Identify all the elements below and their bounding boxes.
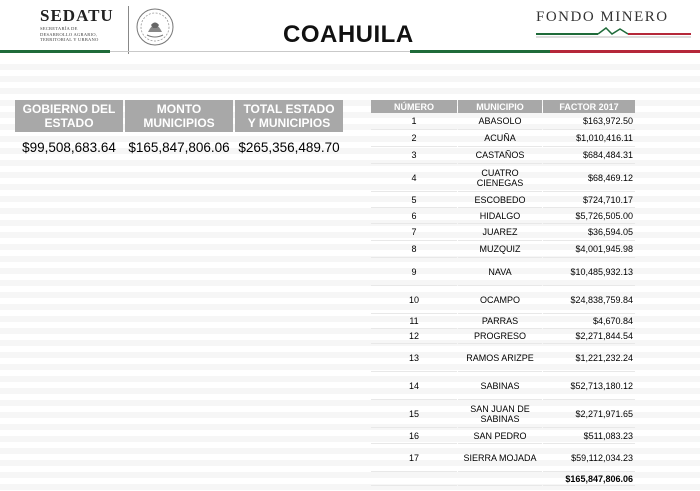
row-numero: 6 [371,208,457,224]
row-municipio: SAN PEDRO [458,428,542,444]
summary-header-total: TOTAL ESTADO Y MUNICIPIOS [235,100,343,132]
row-factor: $24,838,759.84 [543,286,635,314]
row-numero: 12 [371,329,457,344]
row-numero: 17 [371,444,457,472]
page-title: COAHUILA [283,21,414,48]
row-municipio: NAVA [458,258,542,286]
table-row [371,372,635,400]
summary-header-row [15,100,343,132]
row-municipio: SAN JUAN DE SABINAS [458,400,542,428]
summary-value-row [15,132,343,159]
header-stripes [0,48,700,56]
detail-header-numero: NÚMERO [371,100,457,113]
fondo-minero-logo [536,9,691,40]
stripe-green-right [410,50,550,53]
table-row [371,113,635,130]
detail-header-row [371,100,635,113]
row-factor: $68,469.12 [543,164,635,192]
row-factor: $724,710.17 [543,192,635,208]
table-row [371,192,635,208]
summary-value-gobierno: $99,508,683.64 [22,140,116,155]
row-factor: $36,594.05 [543,224,635,241]
row-factor: $52,713,180.12 [543,372,635,400]
row-factor: $2,271,844.54 [543,329,635,344]
row-municipio: SIERRA MOJADA [458,444,542,472]
row-numero: 4 [371,164,457,192]
row-factor: $4,001,945.98 [543,241,635,258]
row-numero: 7 [371,224,457,241]
row-municipio: CASTAÑOS [458,147,542,164]
row-municipio: RAMOS ARIZPE [458,344,542,372]
row-numero: 10 [371,286,457,314]
total-empty-cell [371,472,457,486]
row-factor: $1,221,232.24 [543,344,635,372]
row-numero: 2 [371,130,457,147]
row-numero: 3 [371,147,457,164]
summary-header-monto: MONTO MUNICIPIOS [125,100,233,132]
sedatu-logo-subtitle-2: DESARROLLO AGRARIO, [40,31,98,37]
municipios-table [370,100,636,486]
table-row [371,444,635,472]
table-row [371,147,635,164]
row-numero: 15 [371,400,457,428]
row-municipio: PARRAS [458,314,542,329]
row-municipio: ACUÑA [458,130,542,147]
total-empty-cell-2 [458,472,542,486]
table-row [371,224,635,241]
row-factor: $684,484.31 [543,147,635,164]
table-row [371,344,635,372]
total-factor: $165,847,806.06 [543,472,635,486]
fondo-minero-title: FONDO MINERO [536,9,669,25]
mexico-coat-of-arms-icon [128,6,176,54]
table-row [371,314,635,329]
row-municipio: PROGRESO [458,329,542,344]
table-row [371,164,635,192]
row-municipio: MUZQUIZ [458,241,542,258]
row-municipio: ESCOBEDO [458,192,542,208]
row-numero: 1 [371,113,457,130]
detail-header-municipio: MUNICIPIO [458,100,542,113]
row-numero: 9 [371,258,457,286]
row-factor: $4,670.84 [543,314,635,329]
stripe-red-right [550,50,700,53]
sedatu-logo-subtitle-3: TERRITORIAL Y URBANO [40,37,99,42]
stripe-gray-left [110,51,410,52]
summary-header-gobierno: GOBIERNO DEL ESTADO [15,100,123,132]
row-numero: 11 [371,314,457,329]
summary-value-total: $265,356,489.70 [238,140,340,155]
table-row [371,241,635,258]
row-factor: $59,112,034.23 [543,444,635,472]
row-numero: 16 [371,428,457,444]
row-factor: $2,271,971.65 [543,400,635,428]
row-numero: 5 [371,192,457,208]
row-numero: 13 [371,344,457,372]
row-factor: $5,726,505.00 [543,208,635,224]
row-municipio: HIDALGO [458,208,542,224]
row-municipio: JUAREZ [458,224,542,241]
detail-header-factor: FACTOR 2017 [543,100,635,113]
table-row [371,130,635,147]
row-municipio: OCAMPO [458,286,542,314]
table-row [371,428,635,444]
table-row [371,208,635,224]
table-row [371,258,635,286]
row-numero: 8 [371,241,457,258]
row-factor: $1,010,416.11 [543,130,635,147]
fondo-minero-lines-icon [536,26,691,40]
row-municipio: SABINAS [458,372,542,400]
table-row [371,329,635,344]
summary-table [13,100,345,159]
table-row [371,400,635,428]
sedatu-logo-subtitle-1: SECRETARÍA DE [40,26,78,31]
table-row [371,286,635,314]
row-factor: $163,972.50 [543,113,635,130]
stripe-green-left [0,50,110,53]
row-municipio: ABASOLO [458,113,542,130]
row-factor: $511,083.23 [543,428,635,444]
row-numero: 14 [371,372,457,400]
row-municipio: CUATRO CIENEGAS [458,164,542,192]
summary-value-monto: $165,847,806.06 [128,140,230,155]
table-total-row [371,472,635,486]
sedatu-logo-title: SEDATU [40,6,114,25]
row-factor: $10,485,932.13 [543,258,635,286]
sedatu-logo [40,6,124,43]
